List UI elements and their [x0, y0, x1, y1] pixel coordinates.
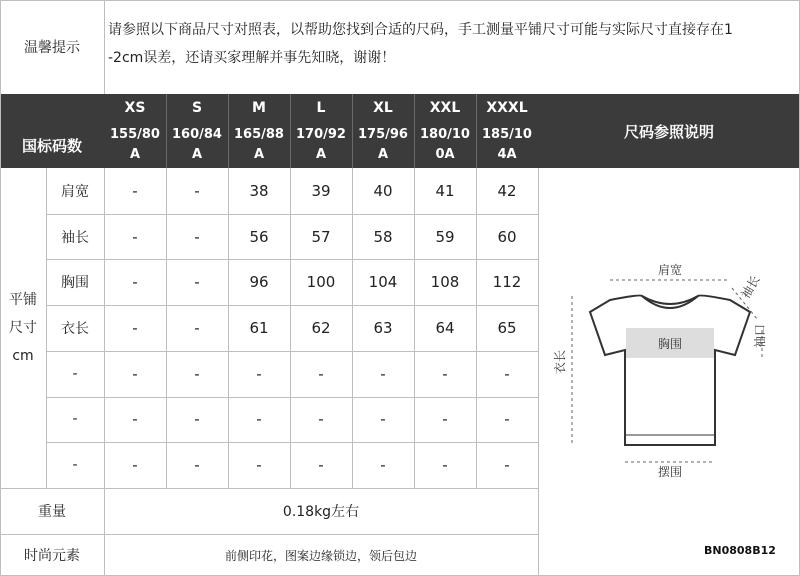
grid-line	[46, 442, 538, 443]
weight-value: 0.18kg左右	[282, 504, 360, 520]
table-cell: -	[194, 456, 200, 475]
national-size-top: 185/10	[482, 127, 532, 142]
table-cell: -	[132, 410, 138, 429]
size-header-xxl: XXL	[414, 94, 476, 122]
national-size-2	[228, 122, 290, 168]
table-cell: -	[194, 227, 200, 246]
national-size-5	[414, 122, 476, 168]
table-cell: -	[380, 364, 386, 383]
measure-label: 肩宽	[61, 183, 89, 200]
table-cell: 104	[368, 273, 398, 292]
header-divider	[290, 94, 291, 168]
table-cell: -	[504, 456, 510, 475]
national-size-bottom: A	[377, 147, 389, 162]
table-cell: 40	[373, 181, 393, 200]
table-cell: 62	[311, 318, 331, 337]
header-divider	[352, 94, 353, 168]
grid-line	[290, 168, 291, 488]
national-size-0	[104, 122, 166, 168]
measure-label: 衣长	[61, 320, 89, 337]
table-cell: -	[504, 364, 510, 383]
national-size-4	[352, 122, 414, 168]
national-size-top: 155/80	[110, 127, 160, 142]
national-size-bottom: A	[315, 147, 327, 162]
grid-line	[476, 168, 477, 488]
table-cell: 56	[249, 227, 269, 246]
table-cell: -	[132, 273, 138, 292]
grid-line	[538, 168, 539, 576]
table-cell: 58	[373, 227, 393, 246]
size-header-xxxl: XXXL	[476, 94, 538, 122]
table-cell: 112	[492, 273, 522, 292]
grid-line	[228, 168, 229, 488]
grid-line	[46, 397, 538, 398]
table-cell: -	[318, 364, 324, 383]
grid-line	[46, 168, 47, 488]
header-divider	[228, 94, 229, 168]
table-cell: -	[194, 273, 200, 292]
table-cell: 65	[497, 318, 517, 337]
tshirt-diagram	[550, 240, 790, 490]
table-cell: 61	[249, 318, 269, 337]
table-cell: 63	[373, 318, 393, 337]
national-size-bottom: A	[191, 147, 203, 162]
national-size-top: 165/88	[234, 127, 284, 142]
grid-line	[166, 168, 167, 488]
group-line3: cm	[12, 348, 34, 364]
notice-text	[104, 16, 800, 76]
table-cell: -	[504, 410, 510, 429]
table-cell: -	[318, 456, 324, 475]
table-cell: -	[256, 410, 262, 429]
diagram-shoulder: 肩宽	[657, 263, 683, 277]
table-cell: 59	[435, 227, 455, 246]
table-cell: 41	[435, 181, 455, 200]
size-guide-label: 尺码参照说明	[538, 94, 800, 168]
table-cell: -	[194, 410, 200, 429]
national-size-top: 170/92	[296, 127, 346, 142]
national-size-label: 国标码数	[0, 122, 104, 168]
national-size-top: 180/10	[420, 127, 470, 142]
diagram-hem: 摆围	[657, 465, 683, 479]
table-cell: 38	[249, 181, 269, 200]
product-code: BN0808B12	[704, 544, 776, 557]
table-cell: -	[194, 364, 200, 383]
table-cell: 60	[497, 227, 517, 246]
grid-line	[0, 0, 800, 1]
national-size-bottom: 4A	[497, 147, 517, 162]
table-cell: -	[380, 456, 386, 475]
fashion-value: 前侧印花，图案边缘锁边，领后包边	[224, 548, 417, 563]
grid-line	[0, 534, 538, 535]
grid-line	[104, 0, 105, 94]
table-cell: -	[132, 456, 138, 475]
measure-label: -	[72, 457, 78, 474]
header-divider	[166, 94, 167, 168]
diagram-length: 衣长	[553, 349, 567, 374]
grid-line	[352, 168, 353, 488]
notice-label: 温馨提示	[24, 40, 80, 56]
flat-size-group-label	[0, 168, 46, 488]
grid-line	[414, 168, 415, 488]
national-size-1	[166, 122, 228, 168]
table-cell: 42	[497, 181, 517, 200]
notice-text-line1: 请参照以下商品尺寸对照表，以帮助您找到合适的尺码，手工测量平铺尺寸可能与实际尺寸直接存在1	[108, 22, 733, 38]
national-size-3	[290, 122, 352, 168]
table-cell: -	[442, 456, 448, 475]
size-header-xl: XL	[352, 94, 414, 122]
national-size-top: 175/96	[358, 127, 408, 142]
table-cell: 100	[306, 273, 336, 292]
table-cell: -	[442, 410, 448, 429]
measure-label: 袖长	[61, 229, 89, 246]
table-cell: 57	[311, 227, 331, 246]
table-cell: 39	[311, 181, 331, 200]
table-cell: -	[132, 227, 138, 246]
header-divider	[414, 94, 415, 168]
grid-line	[0, 0, 1, 576]
notice-text-line2: -2cm误差，还请买家理解并事先知晓，谢谢！	[108, 50, 396, 66]
size-header-l: L	[290, 94, 352, 122]
size-header-s: S	[166, 94, 228, 122]
table-cell: -	[442, 364, 448, 383]
grid-line	[46, 351, 538, 352]
grid-line	[46, 259, 538, 260]
grid-line	[104, 168, 105, 576]
measure-label: -	[72, 411, 78, 428]
header-divider	[476, 94, 477, 168]
diagram-sleeve: 袖长	[738, 273, 763, 301]
national-size-top: 160/84	[172, 127, 222, 142]
national-size-6	[476, 122, 538, 168]
table-cell: -	[132, 364, 138, 383]
group-line1: 平铺	[9, 292, 37, 308]
national-size-bottom: 0A	[435, 147, 455, 162]
table-cell: 96	[249, 273, 269, 292]
group-line2: 尺寸	[9, 320, 37, 336]
national-size-bottom: A	[129, 147, 141, 162]
table-cell: 108	[430, 273, 460, 292]
size-header-m: M	[228, 94, 290, 122]
fashion-label: 时尚元素	[24, 548, 80, 564]
grid-line	[46, 305, 538, 306]
size-header-xs: XS	[104, 94, 166, 122]
table-cell: -	[194, 181, 200, 200]
table-cell: -	[132, 318, 138, 337]
weight-label: 重量	[38, 504, 66, 520]
diagram-cuff: 袖口	[753, 323, 767, 348]
diagram-chest: 胸围	[657, 337, 683, 351]
measure-label: 胸围	[61, 275, 89, 292]
measure-label: -	[72, 365, 78, 382]
table-cell: -	[256, 456, 262, 475]
table-cell: 64	[435, 318, 455, 337]
grid-line	[46, 214, 538, 215]
table-cell: -	[318, 410, 324, 429]
table-cell: -	[132, 181, 138, 200]
national-size-bottom: A	[253, 147, 265, 162]
table-cell: -	[194, 318, 200, 337]
table-cell: -	[380, 410, 386, 429]
table-cell: -	[256, 364, 262, 383]
grid-line	[0, 488, 538, 489]
tshirt-outline	[590, 296, 750, 446]
